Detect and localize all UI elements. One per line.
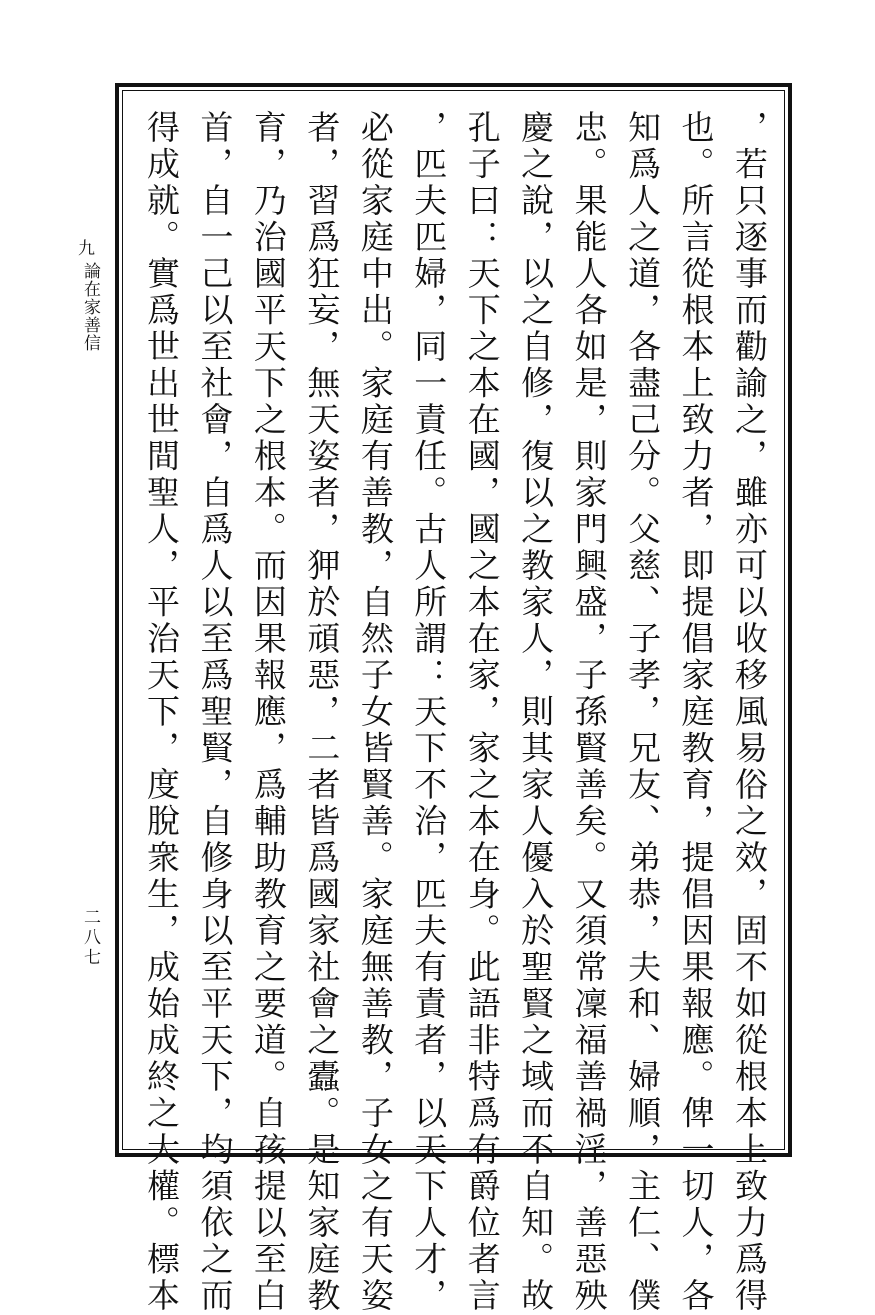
body-text [135,110,775,1315]
text-column-1: ，若只逐事而勸諭之，雖亦可以收移風易俗之效，固不如從根本上致力爲得 [729,110,769,1315]
text-column-8: 必從家庭中出。家庭有善教，自然子女皆賢善。家庭無善教，子女之有天姿 [355,110,395,1315]
text-column-3: 知爲人之道，各盡己分。父慈、子孝，兄友、弟恭，夫和、婦順，主仁、僕 [623,110,663,1315]
text-column-2: 也。所言從根本上致力者，即提倡家庭教育，提倡因果報應。俾一切人，各 [676,110,716,1315]
text-column-10: 育，乃治國平天下之根本。而因果報應，爲輔助教育之要道。自孩提以至白 [248,110,288,1315]
text-column-7: ，匹夫匹婦，同一責任。古人所謂：天下不治，匹夫有責者，以天下人才， [409,110,449,1315]
text-column-9: 者，習爲狂妄，無天姿者，狎於頑惡，二者皆爲國家社會之蠹。是知家庭教 [302,110,342,1315]
page-number: 二八七 [80,908,100,968]
text-column-12: 得成就。實爲世出世間聖人，平治天下，度脫衆生，成始成終之大權。標本 [142,110,181,1315]
chapter-number: 九 [78,239,95,259]
text-column-4: 忠。果能人各如是，則家門興盛，子孫賢善矣。又須常凜福善禍淫，善惡殃 [569,110,609,1315]
running-head-title: 論在家善信 [80,262,100,352]
text-column-11: 首，自一己以至社會，自爲人以至爲聖賢，自修身以至平天下，均須依之而 [195,110,235,1315]
text-column-5: 慶之說，以之自修，復以之教家人，則其家人優入於聖賢之域而不自知。故 [516,110,556,1315]
text-column-6: 孔子曰：天下之本在國，國之本在家，家之本在身。此語非特爲有爵位者言 [462,110,502,1315]
